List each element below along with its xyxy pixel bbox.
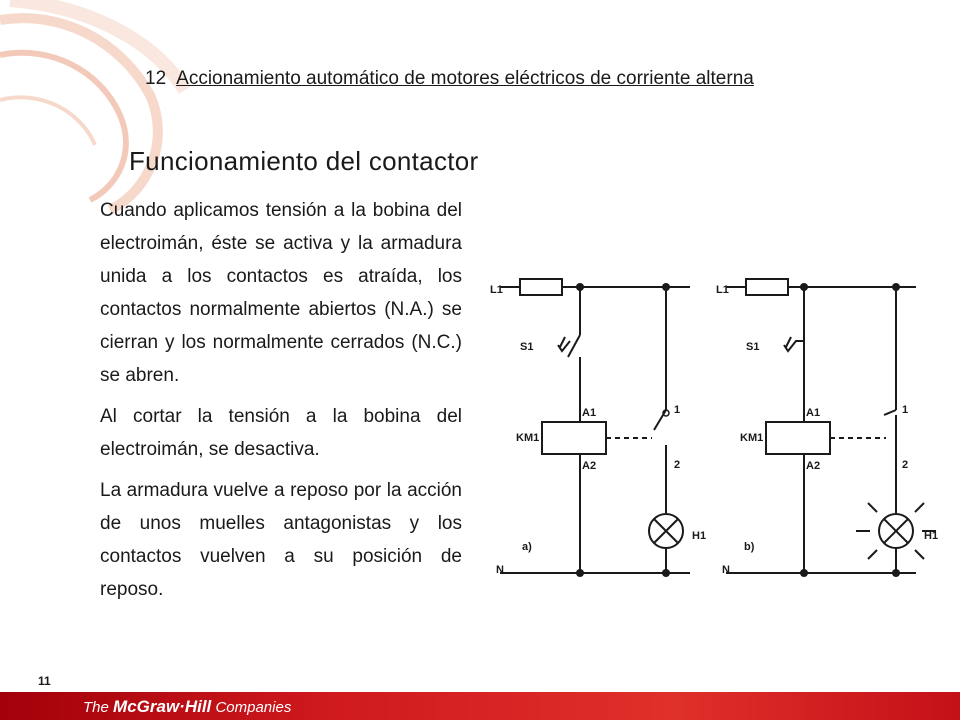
circuit-b-nodes <box>800 283 900 577</box>
paragraph-3: La armadura vuelve a reposo por la acción de unos muelles antagonistas y los contactos vuelven a su posición de reposo. <box>100 480 462 600</box>
chapter-header <box>145 68 754 90</box>
coil-top-label: A1 <box>582 407 597 419</box>
switch-label: S1 <box>520 341 534 353</box>
chapter-title: Accionamiento automático de motores eléctricos de corriente alterna <box>176 68 754 89</box>
contactor-circuit-diagrams <box>470 255 950 595</box>
panel-label: b) <box>744 541 755 553</box>
fuse-symbol <box>520 279 562 295</box>
chapter-number: 12 <box>145 68 167 89</box>
circuit-a-nodes <box>576 283 670 577</box>
contact-top-label: 1 <box>902 404 909 416</box>
body-text <box>100 194 462 614</box>
contact-bottom-label: 2 <box>902 459 909 471</box>
coil-label: KM1 <box>740 432 764 444</box>
coil-bottom-label: A2 <box>806 460 821 472</box>
coil-label: KM1 <box>516 432 540 444</box>
page-number: 11 <box>38 674 51 688</box>
contact-top-label: 1 <box>674 404 681 416</box>
coil-bottom-label: A2 <box>582 460 597 472</box>
page-title: Funcionamiento del contactor <box>129 146 479 176</box>
logo-prefix: The <box>83 699 109 716</box>
paragraph-2: Al cortar la tensión a la bobina del electroimán, se desactiva. <box>100 406 462 460</box>
lamp-label: H1 <box>692 530 707 542</box>
line-label: L1 <box>716 284 729 296</box>
coil-symbol <box>542 422 606 454</box>
line-label: L1 <box>490 284 503 296</box>
fuse-symbol <box>746 279 788 295</box>
coil-top-label: A1 <box>806 407 821 419</box>
contact-bottom-label: 2 <box>674 459 681 471</box>
logo-brand: McGraw·Hill <box>113 697 212 716</box>
lamp-label: H1 <box>924 530 939 542</box>
switch-label: S1 <box>746 341 760 353</box>
logo-suffix: Companies <box>215 699 292 716</box>
circuit-diagram-a <box>500 279 690 573</box>
publisher-logo <box>83 697 291 717</box>
circuit-diagram-b <box>726 279 939 573</box>
neutral-label: N <box>496 564 504 576</box>
paragraph-1: Cuando aplicamos tensión a la bobina del electroimán, éste se activa y la armadura unida a los contactos es atraída, los contactos normalmente abiertos (N.A.) se cierran y los normalmente cerrados (N.C.) se abren. <box>100 200 462 386</box>
panel-label: a) <box>522 541 532 553</box>
neutral-label: N <box>722 564 730 576</box>
coil-symbol <box>766 422 830 454</box>
